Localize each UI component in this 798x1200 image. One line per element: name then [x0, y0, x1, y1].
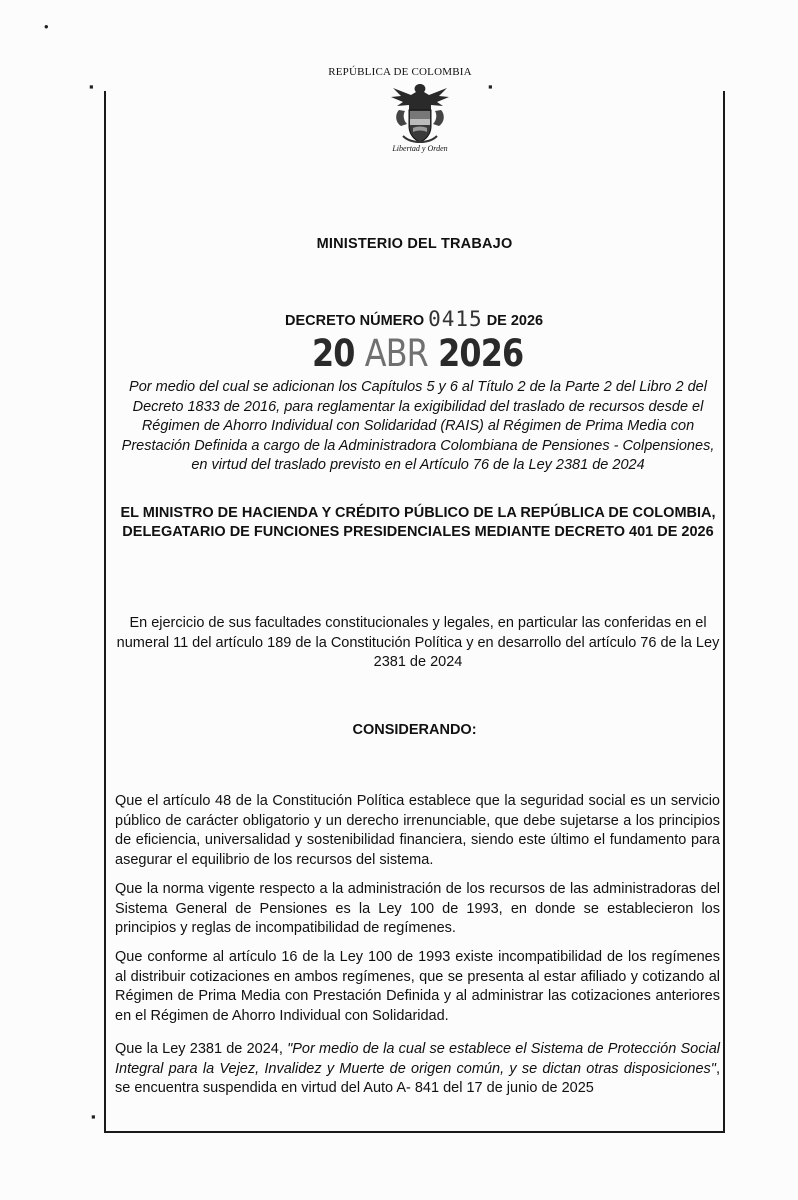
decree-number: 0415	[428, 307, 483, 331]
decree-year: DE 2026	[486, 313, 544, 329]
recital-text: , se encuentra suspendida en virtud del Auto A- 841 del 17 de junio de 2025	[115, 1060, 720, 1096]
law-title: "Por medio de la cual se establece el Sistema de Protección Social Integral para la Vejez, Invalidez y Muerte de origen común, y se dictan otras disposiciones"	[115, 1041, 720, 1077]
scan-mark: ▪	[488, 79, 493, 94]
scan-mark: •	[44, 19, 49, 34]
decree-purpose: Por medio del cual se adicionan los Capítulos 5 y 6 al Título 2 de la Parte 2 del Libro 2 del Decreto 1833 de 2016, para reglamentar la exigibilidad del traslado de recursos desde el Régimen de Ahorro Individual con Solidaridad (RAIS) al Régimen de Prima Media con Prestación Definida a cargo de la Administradora Colombiana de Pensiones - Colpensiones, en virtud del traslado previsto en el Artículo 76 de la Ley 2381 de 2024	[121, 379, 715, 473]
ministry-title: MINISTERIO DEL TRABAJO	[316, 236, 513, 252]
colombia-coat-of-arms-icon	[389, 80, 451, 146]
scan-mark: ▪	[89, 79, 94, 94]
date-stamp-year: 2026	[438, 332, 524, 375]
recital-paragraph: Que la norma vigente respecto a la administración de los recursos de las administradoras del Sistema General de Pensiones es la Ley 100 de 1993, en donde se establecieron los principios y reglas de incompatibilidad de regímenes.	[115, 881, 720, 936]
legal-basis: En ejercicio de sus facultades constitucionales y legales, en particular las conferidas en el numeral 11 del artículo 189 de la Constitución Política y en desarrollo del artículo 76 de la Ley 2381 de 2024	[116, 615, 720, 670]
date-stamp-month: ABR	[364, 332, 428, 375]
date-stamp-day: 20	[312, 332, 355, 375]
recital-text: Que la Ley 2381 de 2024,	[115, 1041, 288, 1057]
decree-label: DECRETO NÚMERO	[285, 313, 425, 329]
country-heading: REPÚBLICA DE COLOMBIA	[328, 66, 472, 78]
considering-heading: CONSIDERANDO:	[352, 722, 477, 738]
scan-mark: ▪	[91, 1109, 96, 1124]
issuing-authority: EL MINISTRO DE HACIENDA Y CRÉDITO PÚBLICO DE LA REPÚBLICA DE COLOMBIA, DELEGATARIO DE FUNCIONES PRESIDENCIALES MEDIANTE DECRETO 401 DE 2026	[120, 505, 716, 540]
decree-number-line	[285, 306, 585, 330]
national-motto: Libertad y Orden	[392, 144, 448, 153]
date-stamp	[312, 332, 524, 375]
recital-paragraph	[115, 1040, 720, 1099]
recital-paragraph: Que el artículo 48 de la Constitución Política establece que la seguridad social es un servicio público de carácter obligatorio y un derecho irrenunciable, que debe sujetarse a los principios de eficiencia, universalidad y sostenibilidad financiera, siendo este último el fundamento para asegurar el equilibrio de los recursos del sistema.	[115, 793, 720, 868]
recital-paragraph: Que conforme al artículo 16 de la Ley 100 de 1993 existe incompatibilidad de los regímenes al distribuir cotizaciones en ambos regímenes, que se presenta al estar afiliado y cotizando al Régimen de Prima Media con Prestación Definida y al administrar las cotizaciones anteriores en el Régimen de Ahorro Individual con Solidaridad.	[115, 949, 720, 1024]
